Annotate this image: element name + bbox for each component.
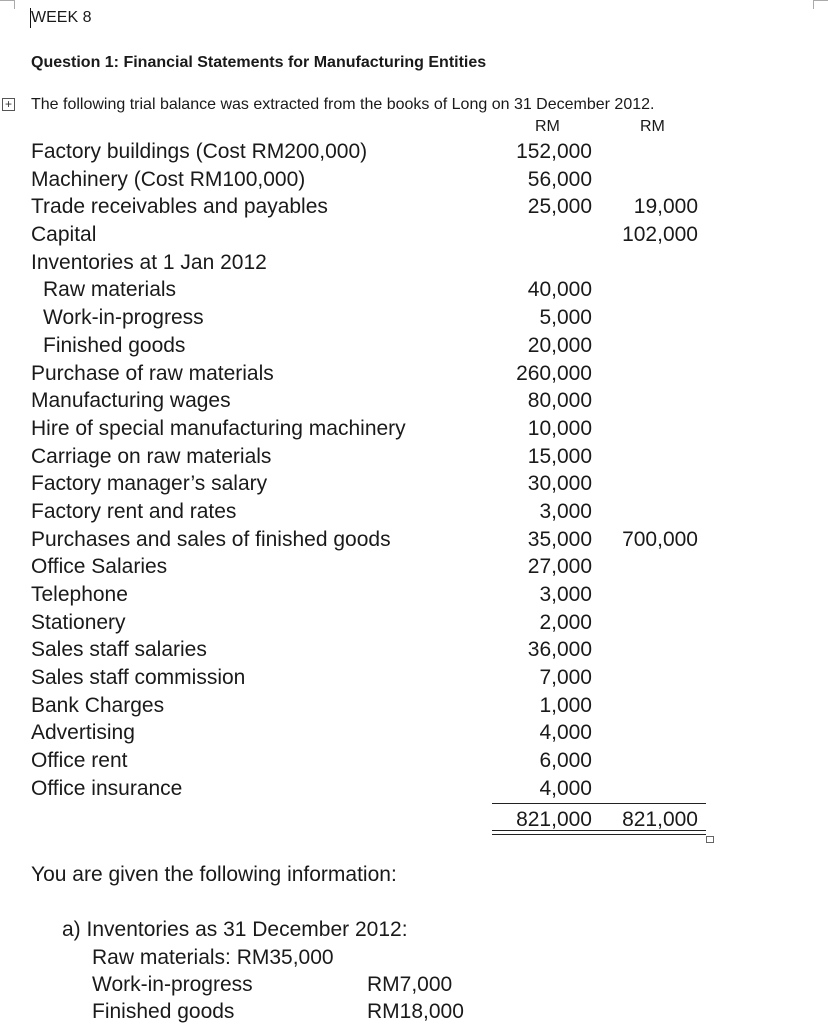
table-row (0, 692, 828, 720)
row-debit: 36,000 (527, 638, 592, 662)
row-debit: 7,000 (539, 666, 592, 690)
row-debit: 3,000 (539, 499, 592, 523)
row-label: Manufacturing wages (31, 389, 231, 413)
info-a-title: a) Inventories as 31 December 2012: (62, 918, 408, 941)
table-row (0, 193, 828, 221)
info-fg-value: RM18,000 (367, 1000, 464, 1023)
row-debit: 56,000 (527, 167, 592, 191)
row-label: Work-in-progress (43, 306, 204, 330)
table-row (0, 719, 828, 747)
row-debit: 260,000 (516, 361, 592, 385)
info-raw-materials: Raw materials: RM35,000 (92, 946, 334, 969)
row-label: Office insurance (31, 776, 183, 800)
row-debit: 40,000 (527, 278, 592, 302)
row-label: Finished goods (43, 333, 186, 357)
page-corner-right (813, 0, 828, 9)
table-row (0, 332, 828, 360)
row-credit: 102,000 (622, 223, 698, 247)
table-row (0, 636, 828, 664)
table-row (0, 387, 828, 415)
column-header-debit: RM (535, 118, 560, 135)
row-debit: 2,000 (539, 610, 592, 634)
column-header-credit: RM (640, 118, 665, 135)
row-label: Hire of special manufacturing machinery (31, 416, 406, 440)
table-row (0, 609, 828, 637)
row-label: Sales staff commission (31, 666, 246, 690)
row-label: Advertising (31, 721, 135, 745)
row-debit: 10,000 (527, 416, 592, 440)
row-label: Raw materials (43, 278, 177, 302)
row-debit: 4,000 (539, 721, 592, 745)
row-debit: 20,000 (527, 333, 592, 357)
table-row (0, 138, 828, 166)
info-wip-value: RM7,000 (367, 973, 453, 996)
row-label: Office rent (31, 749, 128, 773)
row-label: Bank Charges (31, 693, 165, 717)
row-label: Purchases and sales of finished goods (31, 527, 391, 551)
table-row (0, 498, 828, 526)
total-credit: 821,000 (622, 808, 698, 831)
intro-text: The following trial balance was extracted from the books of Long on 31 December 2012. (31, 96, 655, 113)
table-row (0, 221, 828, 249)
page-corner-left (0, 0, 15, 9)
table-row (0, 581, 828, 609)
table-row (0, 249, 828, 277)
info-wip-label: Work-in-progress (92, 973, 253, 996)
row-debit: 4,000 (539, 776, 592, 800)
row-label: Carriage on raw materials (31, 444, 272, 468)
total-debit: 821,000 (516, 808, 592, 831)
table-row (0, 553, 828, 581)
row-debit: 25,000 (527, 195, 592, 219)
row-label: Capital (31, 223, 97, 247)
row-debit: 30,000 (527, 472, 592, 496)
row-label: Sales staff salaries (31, 638, 207, 662)
info-fg-label: Finished goods (92, 1000, 235, 1023)
table-row (0, 415, 828, 443)
row-label: Stationery (31, 610, 126, 634)
row-debit: 3,000 (539, 583, 592, 606)
row-label: Trade receivables and payables (31, 195, 328, 219)
row-label: Factory manager’s salary (31, 472, 268, 496)
row-debit: 27,000 (527, 555, 592, 579)
table-row (0, 775, 828, 803)
row-debit: 35,000 (527, 527, 592, 551)
row-debit: 152,000 (516, 140, 592, 163)
row-debit: 15,000 (527, 444, 592, 468)
total-top-rule (492, 803, 706, 804)
table-row (0, 166, 828, 194)
table-row (0, 443, 828, 471)
row-debit: 6,000 (539, 749, 592, 773)
week-heading-text: WEEK 8 (31, 9, 92, 26)
row-debit: 1,000 (539, 693, 592, 717)
table-resize-handle-icon[interactable] (706, 836, 714, 843)
row-label: Inventories at 1 Jan 2012 (31, 250, 267, 274)
row-credit: 19,000 (633, 195, 698, 219)
question-title: Question 1: Financial Statements for Manufacturing Entities (31, 54, 487, 71)
row-debit: 5,000 (539, 306, 592, 330)
week-heading (31, 9, 91, 27)
table-row (0, 470, 828, 498)
row-credit: 700,000 (622, 527, 698, 551)
table-row (0, 526, 828, 554)
row-debit: 80,000 (527, 389, 592, 413)
row-label: Purchase of raw materials (31, 361, 274, 385)
table-move-handle-icon[interactable]: + (2, 98, 15, 111)
row-label: Machinery (Cost RM100,000) (31, 167, 306, 191)
text-cursor (30, 8, 31, 28)
row-label: Factory buildings (Cost RM200,000) (31, 140, 368, 163)
table-row (0, 664, 828, 692)
trial-balance-table (0, 138, 828, 803)
table-row (0, 747, 828, 775)
row-label: Office Salaries (31, 555, 168, 579)
table-row (0, 304, 828, 332)
row-label: Telephone (31, 583, 128, 606)
given-heading: You are given the following information: (31, 863, 397, 886)
total-double-rule-2 (492, 834, 706, 835)
table-row (0, 276, 828, 304)
table-row (0, 360, 828, 388)
total-double-rule-1 (492, 830, 706, 831)
row-label: Factory rent and rates (31, 499, 237, 523)
